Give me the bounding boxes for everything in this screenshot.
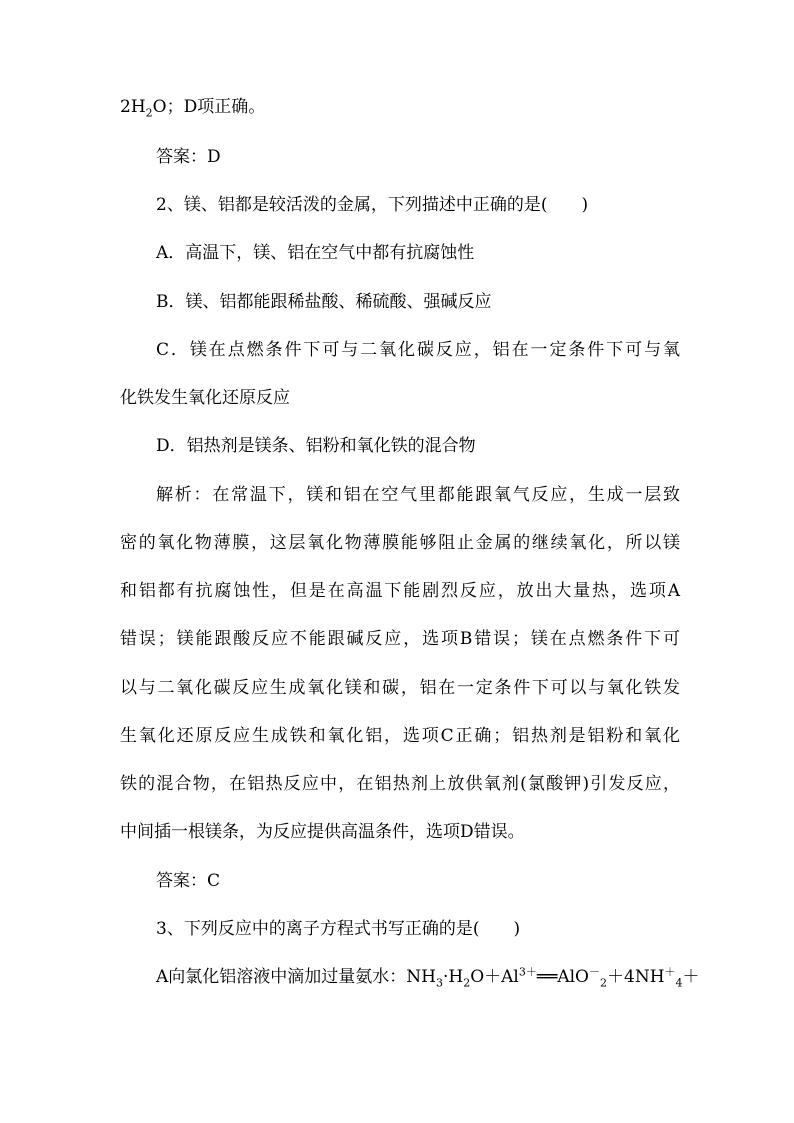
- explanation-line: 中间插一根镁条，为反应提供高温条件，选项D错误。: [120, 822, 525, 842]
- question-2-stem: 2、镁、铝都是较活泼的金属，下列描述中正确的是( ): [156, 195, 589, 215]
- question-3-option-a: A向氯化铝溶液中滴加过量氨水：$NH_3\cdot H_2O+Al^{3+}══AlO^-_2+4NH^+_4+$: [156, 965, 700, 990]
- answer-2: 答案：C: [156, 871, 221, 891]
- explanation-line: 和铝都有抗腐蚀性，但是在高温下能剧烈反应，放出大量热，选项A: [120, 581, 680, 601]
- explanation-line: 以与二氧化碳反应生成氧化镁和碳，铝在一定条件下可以与氧化铁发: [120, 678, 680, 698]
- question-2-option-a: A．高温下，镁、铝在空气中都有抗腐蚀性: [156, 243, 475, 263]
- answer-1: 答案：D: [156, 147, 221, 167]
- question-2-option-b: B．镁、铝都能跟稀盐酸、稀硫酸、强碱反应: [156, 292, 492, 312]
- question-2-option-c: C．镁在点燃条件下可与二氧化碳反应，铝在一定条件下可与氧: [156, 340, 680, 360]
- question-3-stem: 3、下列反应中的离子方程式书写正确的是( ): [156, 919, 521, 939]
- question-2-option-c-cont: 化铁发生氧化还原反应: [120, 388, 290, 408]
- explanation-line: 生氧化还原反应生成铁和氧化铝，选项C正确；铝热剂是铝粉和氧化: [120, 726, 680, 746]
- explanation-line: 错误；镁能跟酸反应不能跟碱反应，选项B错误；镁在点燃条件下可: [120, 629, 680, 649]
- text-line-equation-end: $2H_2O$；D项正确。: [120, 97, 266, 120]
- explanation-line: 密的氧化物薄膜，这层氧化物薄膜能够阻止金属的继续氧化，所以镁: [120, 533, 680, 553]
- explanation-line: 解析：在常温下，镁和铝在空气里都能跟氧气反应，生成一层致: [156, 485, 680, 505]
- explanation-line: 铁的混合物，在铝热反应中，在铝热剂上放供氧剂(氯酸钾)引发反应，: [120, 774, 680, 794]
- question-2-option-d: D．铝热剂是镁条、铝粉和氧化铁的混合物: [156, 436, 476, 456]
